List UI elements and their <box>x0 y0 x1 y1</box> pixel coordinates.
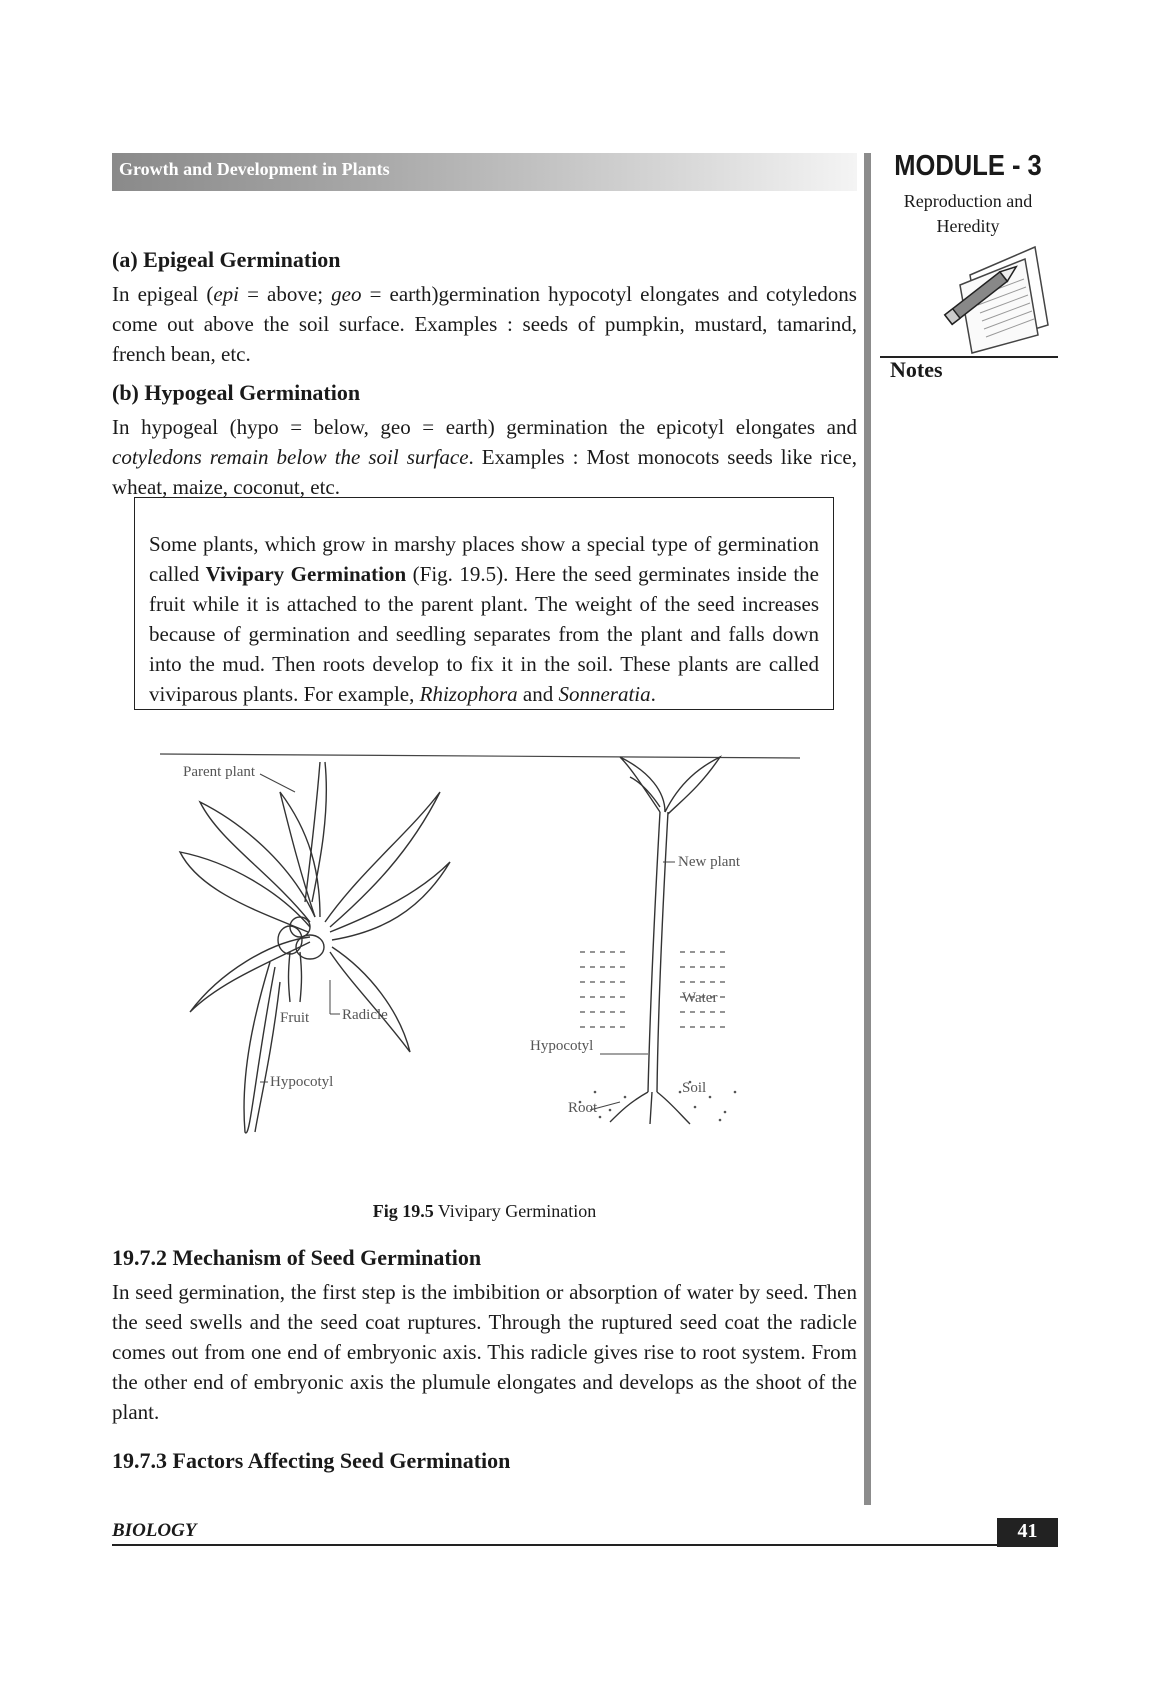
module-subtitle: Reproduction and Heredity <box>903 191 1033 236</box>
leaf <box>180 852 310 932</box>
label-fruit: Fruit <box>280 1010 310 1026</box>
margin-divider <box>864 153 871 1505</box>
page-number: 41 <box>997 1518 1058 1547</box>
mechanism-text: In seed germination, the first step is the imbibition or absorption of water by seed. Then the seed swells and the seed coat ruptures. Through the ruptured seed coat the radicle comes out from one end of embryonic axis. This radicle gives rise to root system. From the other end of embryonic axis the plumule elongates and develops as the shoot of the plant. <box>112 1280 857 1424</box>
factors-section <box>112 1448 857 1474</box>
chapter-title: Growth and Development in Plants <box>119 159 390 179</box>
epigeal-text: In epigeal (epi = above; geo = earth)germination hypocotyl elongates and cotyledons come out above the soil surface. Examples : seeds of pumpkin, mustard, tamarind, french bean, etc. <box>112 282 857 366</box>
factors-heading: 19.7.3 Factors Affecting Seed Germination <box>112 1448 511 1473</box>
leaf <box>330 862 450 940</box>
chapter-header-bar <box>112 153 857 191</box>
leaf <box>665 757 720 814</box>
vivipary-text: Some plants, which grow in marshy places show a special type of germination called Vivipary Germination (Fig. 19.5). Here the seed germinates inside the fruit while it is attached to the parent plant. The weight of the seed increases because of germination and seedling separates from the plant and falls down into the mud. Then roots develop to fix it in the soil. These plants are called viviparous plants. For example, Rhizophora and Sonneratia. <box>149 532 819 706</box>
epigeal-heading: (a) Epigeal Germination <box>112 247 341 272</box>
label-hypocotyl-right: Hypocotyl <box>530 1038 594 1054</box>
leaf <box>325 792 440 927</box>
label-root: Root <box>568 1100 598 1116</box>
label-new-plant: New plant <box>678 854 741 870</box>
label-hypocotyl-left: Hypocotyl <box>270 1074 334 1090</box>
leaf <box>280 792 320 917</box>
vivipary-figure <box>160 752 820 1192</box>
label-water: Water <box>682 990 718 1006</box>
footer-subject: BIOLOGY <box>112 1520 197 1541</box>
hypogeal-text: In hypogeal (hypo = below, geo = earth) germination the epicotyl elongates and cotyledons remain below the soil surface. Examples : Most monocots seeds like rice, wheat, maize, coconut, etc. <box>112 415 857 499</box>
mechanism-section <box>112 1245 857 1427</box>
notes-pencil-icon <box>940 245 1050 357</box>
hypogeal-section <box>112 380 857 502</box>
label-radicle: Radicle <box>342 1007 388 1023</box>
label-parent-plant: Parent plant <box>183 764 256 780</box>
leaf <box>630 777 660 807</box>
figure-caption: Fig 19.5 Vivipary Germination <box>372 1201 597 1221</box>
footer-rule <box>112 1544 1058 1546</box>
leaf <box>330 947 410 1052</box>
hypogeal-heading: (b) Hypogeal Germination <box>112 380 361 405</box>
mechanism-heading: 19.7.2 Mechanism of Seed Germination <box>112 1245 482 1270</box>
notes-label: Notes <box>890 357 943 382</box>
label-soil: Soil <box>682 1080 707 1096</box>
epigeal-section <box>112 247 857 369</box>
leaf <box>190 937 310 1012</box>
module-title: MODULE - 3 <box>894 150 1042 182</box>
